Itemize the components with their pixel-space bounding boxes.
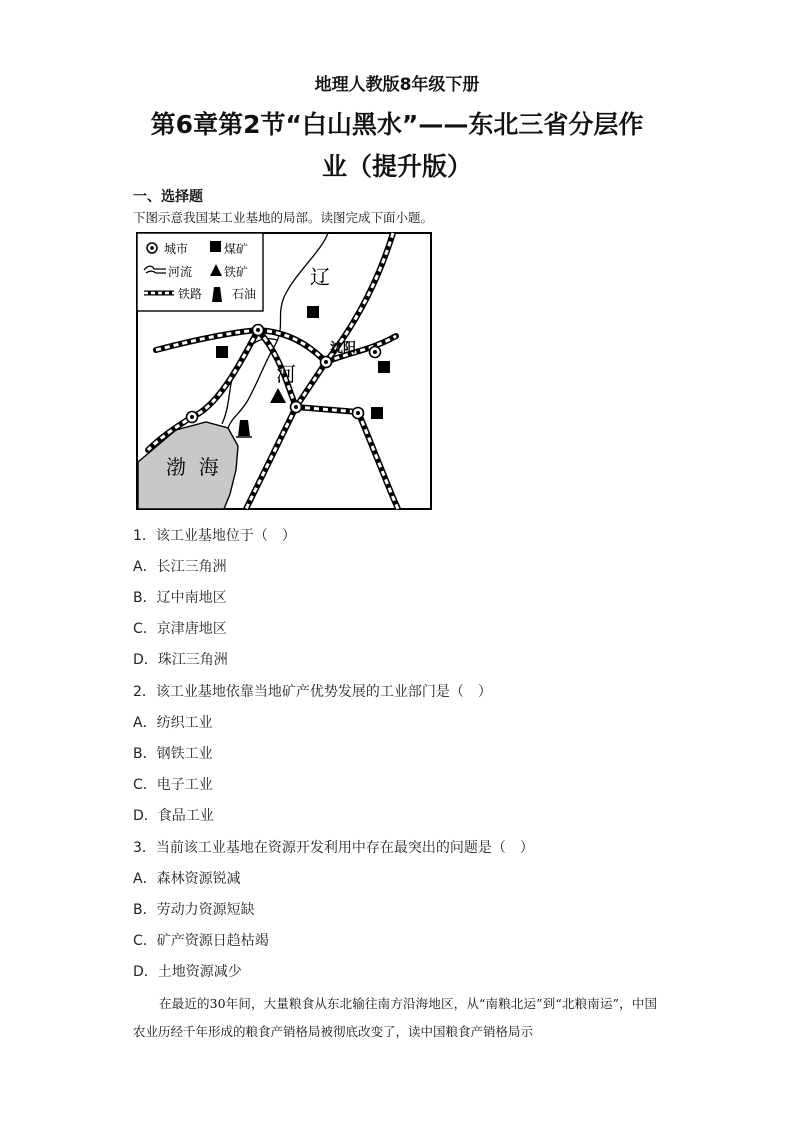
coal-mine-icon (378, 361, 390, 373)
label-bohai: 渤 海 (166, 455, 219, 479)
legend-river-label: 河流 (168, 265, 193, 279)
question-1-option-b: B．辽中南地区 (133, 590, 227, 606)
question-3-option-c: C．矿产资源日趋枯竭 (133, 933, 269, 949)
legend-railway-label: 铁路 (178, 287, 203, 301)
coal-mine-icon (371, 407, 383, 419)
legend-coal-label: 煤矿 (224, 242, 249, 256)
coal-mine-icon (216, 346, 228, 358)
question-3-option-b: B．劳动力资源短缺 (133, 902, 255, 918)
coal-symbol-icon (210, 241, 221, 252)
question-1-stem: 1．该工业基地位于（ ） (133, 528, 296, 544)
city-icon (253, 325, 264, 336)
label-shenyang: 沈阳 (330, 341, 357, 356)
title-line-1: 第6章第2节“白山黑水”——东北三省分层作 (150, 110, 644, 139)
question-1-option-a: A．长江三角洲 (133, 559, 227, 575)
question-1-option-c: C．京津唐地区 (133, 621, 227, 637)
city-icon (370, 347, 381, 358)
city-icon (353, 408, 364, 419)
legend-oil-label: 石油 (232, 287, 257, 301)
city-icon (187, 412, 198, 423)
question-2-option-d: D．食品工业 (133, 808, 214, 824)
industrial-base-map (136, 232, 432, 510)
label-liao: 辽 (310, 265, 330, 289)
label-he: 河 (276, 362, 296, 386)
title-line-2: 业（提升版） (321, 152, 472, 181)
document-subtitle: 地理人教版8年级下册 (314, 75, 480, 95)
question-3-option-d: D．土地资源减少 (133, 964, 242, 980)
coal-mine-icon (307, 306, 319, 318)
document-title (60, 104, 734, 188)
oil-field-icon (238, 420, 250, 436)
intro-text: 下图示意我国某工业基地的局部。读图完成下面小题。 (133, 210, 434, 225)
city-icon (291, 402, 302, 413)
question-2-option-c: C．电子工业 (133, 777, 213, 793)
question-3-stem: 3．当前该工业基地在资源开发利用中存在最突出的问题是（ ） (133, 840, 534, 856)
city-icon (321, 357, 332, 368)
question-1-option-d: D．珠江三角洲 (133, 652, 228, 668)
reading-paragraph: 在最近的30年间，大量粮食从东北输往南方沿海地区，从“南粮北运”到“北粮南运”，中国农业历经千年形成的粮食产销格局被彻底改变了，读中国粮食产销格局示 (133, 996, 657, 1039)
question-3-option-a: A．森林资源锐减 (133, 871, 241, 887)
question-2-option-a: A．纺织工业 (133, 715, 213, 731)
question-2-option-b: B．钢铁工业 (133, 746, 213, 762)
legend-oil (212, 286, 256, 302)
legend-city-label: 城市 (164, 242, 189, 256)
legend-iron-label: 铁矿 (224, 265, 249, 279)
section-heading: 一、选择题 (133, 189, 203, 205)
question-2-stem: 2．该工业基地依靠当地矿产优势发展的工业部门是（ ） (133, 684, 492, 700)
